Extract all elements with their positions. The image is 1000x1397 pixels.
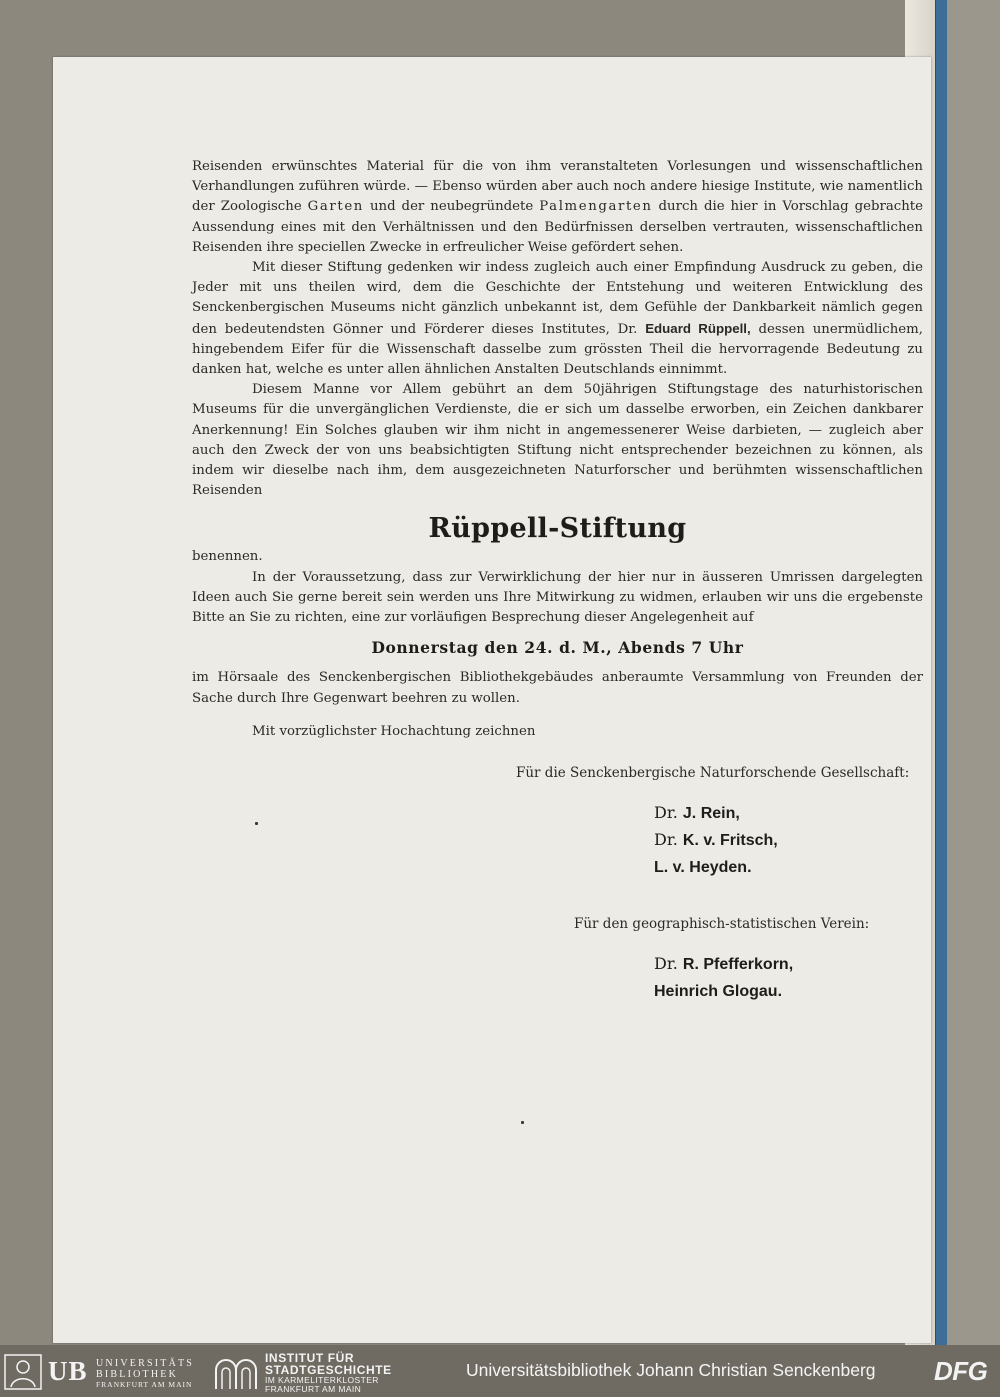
right-edge: [947, 0, 1000, 1345]
paper-speck: [255, 822, 258, 825]
closing-line: Mit vorzüglichster Hochachtung zeichnen: [252, 724, 536, 740]
paper-speck: [521, 1121, 524, 1124]
isg-wordmark: INSTITUT FÜR STADTGESCHICHTE IM KARMELITERKLOSTER FRANKFURT AM MAIN: [265, 1351, 392, 1394]
signature-heading-geo-verein: Für den geographisch-statistischen Verein:: [574, 916, 870, 932]
library-name: Universitätsbibliothek Johann Christian Senckenberg: [466, 1360, 876, 1380]
benennen-line: benennen.: [192, 549, 263, 565]
signature-heyden: L. v. Heyden.: [654, 859, 752, 876]
meeting-date: Donnerstag den 24. d. M., Abends 7 Uhr: [371, 638, 744, 658]
signature-block-geo-verein: [654, 951, 793, 1005]
footer-bar: [0, 1345, 1000, 1397]
signature-heading-senckenberg: Für die Senckenbergische Naturforschende Gesellschaft:: [516, 765, 910, 781]
paragraph-3: Diesem Manne vor Allem gebührt an dem 50jährigen Stiftungstage des naturhistorischen Museums für die unvergänglichen Verdienste, die er sich um dasselbe erworben, ein Zeichen dankbarer Anerkennung! Ein Solches glauben wir ihm nicht in angemessenerer Weise darbieten, — zugleich aber auch den Zweck der von uns beabsichtigten Stiftung nicht entsprechender bezeichnen zu können, als indem wir dieselbe nach ihm, dem ausgezeichneten Naturforscher und berühmten wissenschaftlichen Reisenden: [192, 382, 923, 499]
signature-block-senckenberg: [654, 800, 778, 881]
paragraph-1: Reisenden erwünschtes Material für die von ihm veranstalteten Vorlesungen und wissenschaftlichen Verhandlungen zuführen würde. — Ebenso würden aber auch noch andere hiesige Institute, wie namentlich der Zoologische Garten und der neubegründete Palmengarten durch die hier in Vorschlag gebrachte Aussendung eines mit den Verhältnissen und den Bedürfnissen derselben vertrauten, wissenschaftlichen Reisenden ihre speciellen Zwecke in erfreulicher Weise gefördert sehen.: [192, 159, 924, 255]
name-eduard-rueppell: Eduard Rüppell,: [645, 320, 751, 336]
ub-letters: UB: [48, 1356, 88, 1386]
signature-fritsch: Dr. K. v. Fritsch,: [654, 830, 778, 849]
document-title: Rüppell-Stiftung: [428, 513, 687, 545]
isg-arch-icon: [212, 1356, 260, 1390]
paragraph-2: Mit dieser Stiftung gedenken wir indess zugleich auch einer Empfindung Ausdruck zu geben, die Jeder mit uns theilen wird, dem die Geschichte der Entstehung und weiteren Entwicklung des Senckenbergischen Museums nicht gänzlich unbekannt ist, dem Gefühle der Dankbarkeit nämlich gegen den bedeutendsten Gönner und Förderer dieses Institutes, Dr. Eduard Rüppell, dessen unermüdlichem, hingebendem Eifer für die Wissenschaft dasselbe zum grössten Theil die hervorragende Bedeutung zu danken hat, welche es unter allen ähnlichen Anstalten Deutschlands einnimmt.: [192, 260, 923, 378]
dfg-logo: DFG: [934, 1356, 988, 1386]
paragraph-5: im Hörsaale des Senckenbergischen Bibliothekgebäudes anberaumte Versammlung von Freunden der Sache durch Ihre Gegenwart beehren zu wollen.: [192, 670, 923, 706]
paragraph-4: In der Voraussetzung, dass zur Verwirklichung der hier nur in äusseren Umrissen dargelegten Ideen auch Sie gerne bereit sein werden uns Ihre Mitwirkung zu widmen, erlauben wir uns die ergebenste Bitte an Sie zu richten, eine zur vorläufigen Besprechung dieser Angelegenheit auf: [192, 569, 923, 626]
body-text: [192, 157, 923, 756]
ub-wordmark: UNIVERSITÄTS BIBLIOTHEK FRANKFURT AM MAIN: [96, 1358, 195, 1389]
document-page: [53, 57, 931, 1343]
signature-rein: Dr. J. Rein,: [654, 803, 740, 822]
signature-glogau: Heinrich Glogau.: [654, 983, 783, 1000]
signature-pfefferkorn: Dr. R. Pfefferkorn,: [654, 954, 794, 973]
ub-portrait-icon: [4, 1354, 42, 1390]
